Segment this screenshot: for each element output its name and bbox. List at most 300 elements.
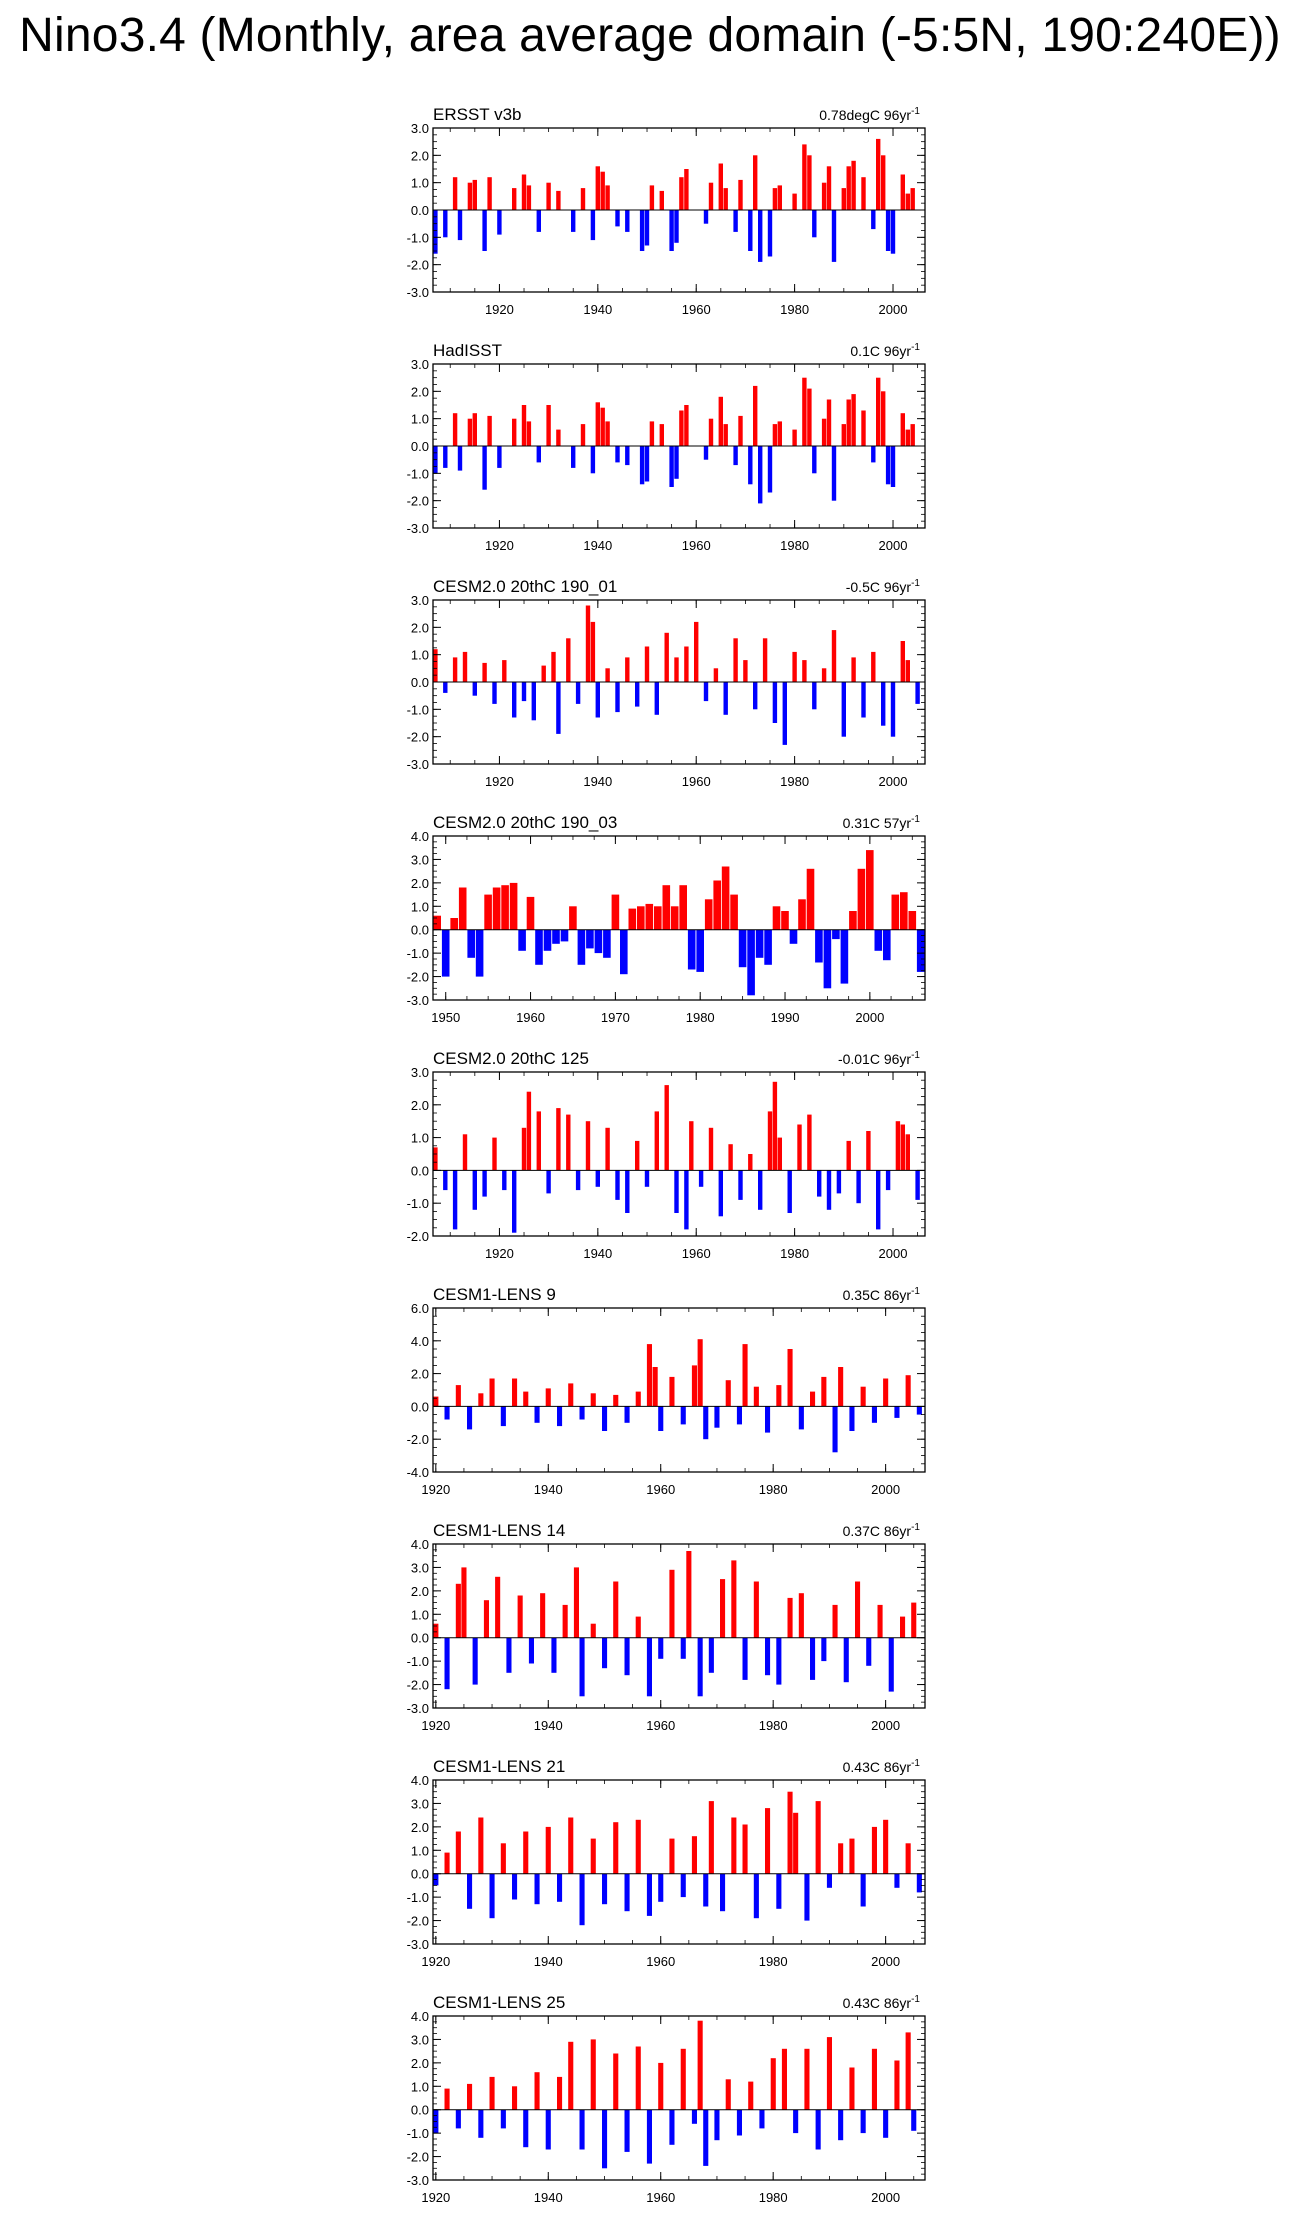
y-tick-label: 1.0 bbox=[410, 1607, 429, 1623]
data-bar bbox=[773, 424, 777, 446]
data-bar bbox=[709, 183, 713, 210]
data-bar bbox=[733, 638, 737, 682]
data-bar bbox=[669, 1570, 674, 1638]
data-bar bbox=[851, 161, 855, 210]
data-bar bbox=[894, 1874, 899, 1888]
data-bar bbox=[698, 1638, 703, 1697]
data-bar bbox=[788, 1170, 792, 1213]
panel-stat-label: -0.5C $96yr^{-1}$ bbox=[845, 578, 920, 595]
y-tick-label: -2.0 bbox=[406, 729, 429, 745]
chart-panel-9 bbox=[407, 1993, 925, 2205]
data-bar bbox=[467, 2084, 472, 2110]
panel-title: CESM1-LENS 25 bbox=[433, 1993, 566, 2012]
panel-stat-sup: -1 bbox=[911, 1994, 920, 2005]
data-bar bbox=[737, 1406, 742, 1424]
data-bar bbox=[512, 188, 516, 210]
data-bar bbox=[816, 1801, 821, 1874]
panel-stat-label: 0.35C $86yr^{-1}$ bbox=[842, 1286, 920, 1303]
data-bar bbox=[535, 930, 543, 965]
data-bar bbox=[886, 210, 890, 251]
data-bar bbox=[847, 166, 851, 210]
data-bar bbox=[552, 930, 560, 944]
data-bar bbox=[871, 652, 875, 682]
data-bar bbox=[783, 682, 787, 745]
data-bar bbox=[753, 155, 757, 210]
data-bar bbox=[571, 210, 575, 232]
data-bar bbox=[773, 682, 777, 723]
data-bar bbox=[692, 1836, 697, 1874]
data-bar bbox=[911, 2110, 916, 2131]
y-tick-label: 2.0 bbox=[410, 1583, 429, 1599]
data-bar bbox=[556, 682, 560, 734]
x-tick-label: 1920 bbox=[484, 774, 514, 789]
data-bar bbox=[881, 155, 885, 210]
data-bar bbox=[886, 1170, 890, 1190]
data-bar bbox=[591, 1839, 596, 1874]
data-bar bbox=[847, 400, 851, 447]
data-bar bbox=[906, 1843, 911, 1874]
data-bar bbox=[815, 930, 823, 963]
y-tick-label: -2.0 bbox=[406, 493, 429, 509]
y-tick-label: 3.0 bbox=[410, 593, 429, 608]
panel-stat-label: 0.43C $86yr^{-1}$ bbox=[842, 1758, 920, 1775]
panel-stat-label: 0.43C $86yr^{-1}$ bbox=[842, 1994, 920, 2011]
x-tick-label: 1940 bbox=[533, 1718, 563, 1733]
data-bar bbox=[915, 682, 919, 704]
data-bar bbox=[773, 1082, 777, 1171]
data-bar bbox=[591, 622, 595, 682]
data-bar bbox=[686, 1551, 691, 1638]
data-bar bbox=[810, 1392, 815, 1407]
y-tick-label: -2.0 bbox=[406, 1432, 429, 1448]
y-tick-label: 4.0 bbox=[410, 1773, 429, 1788]
data-bar bbox=[900, 1617, 905, 1638]
data-bar bbox=[506, 1638, 511, 1673]
x-tick-label: 1980 bbox=[780, 302, 810, 317]
panel-stat-label: 0.31C $57yr^{-1}$ bbox=[842, 814, 920, 831]
panel-title: CESM2.0 20thC 125 bbox=[433, 1049, 589, 1068]
data-bar bbox=[842, 424, 846, 446]
data-bar bbox=[817, 1170, 821, 1196]
data-bar bbox=[788, 1792, 793, 1874]
y-tick-label: 0.0 bbox=[410, 675, 429, 690]
data-bar bbox=[771, 2058, 776, 2110]
data-bar bbox=[433, 649, 437, 682]
data-bar bbox=[663, 885, 671, 930]
data-bar bbox=[605, 1128, 609, 1171]
x-tick-label: 1980 bbox=[758, 1954, 788, 1969]
data-bar bbox=[684, 169, 688, 210]
data-bar bbox=[911, 424, 915, 446]
y-tick-label: 3.0 bbox=[410, 852, 429, 868]
data-bar bbox=[694, 622, 698, 682]
data-bar bbox=[669, 1839, 674, 1874]
data-bar bbox=[518, 1596, 523, 1638]
data-bar bbox=[625, 657, 629, 682]
data-bar bbox=[754, 1387, 759, 1407]
data-bar bbox=[478, 2110, 483, 2138]
data-bar bbox=[797, 1125, 801, 1171]
data-bar bbox=[714, 668, 718, 682]
data-bar bbox=[896, 1121, 900, 1170]
data-bar bbox=[665, 633, 669, 682]
y-tick-label: -3.0 bbox=[406, 285, 429, 300]
data-bar bbox=[613, 1395, 618, 1407]
data-bar bbox=[468, 419, 472, 446]
data-bar bbox=[681, 2049, 686, 2110]
data-bar bbox=[458, 210, 462, 240]
x-tick-label: 1940 bbox=[533, 1954, 563, 1969]
data-bar bbox=[807, 869, 815, 930]
data-bar bbox=[669, 446, 673, 487]
data-bar bbox=[556, 1108, 560, 1170]
data-bar bbox=[647, 1638, 652, 1697]
x-tick-label: 1970 bbox=[600, 1010, 630, 1025]
y-tick-label: 4.0 bbox=[410, 829, 429, 844]
data-bar bbox=[792, 194, 796, 210]
data-bar bbox=[551, 1638, 556, 1673]
panel-title: HadISST bbox=[433, 341, 502, 360]
data-bar bbox=[497, 446, 501, 468]
data-bar bbox=[832, 446, 836, 501]
data-bar bbox=[502, 1170, 506, 1190]
data-bar bbox=[871, 446, 875, 462]
x-tick-label: 1940 bbox=[583, 1246, 613, 1261]
x-tick-label: 2000 bbox=[878, 538, 908, 553]
y-tick-label: 1.0 bbox=[410, 175, 429, 191]
data-bar bbox=[456, 1385, 461, 1406]
y-tick-label: -1.0 bbox=[406, 230, 429, 246]
data-bar bbox=[799, 1593, 804, 1638]
data-bar bbox=[738, 1170, 742, 1200]
data-bar bbox=[756, 930, 764, 958]
data-bar bbox=[463, 1134, 467, 1170]
data-bar bbox=[917, 1874, 922, 1893]
data-bar bbox=[731, 1818, 736, 1874]
panel-title: CESM1-LENS 14 bbox=[433, 1521, 566, 1540]
y-tick-label: 0.0 bbox=[410, 1399, 429, 1415]
data-bar bbox=[453, 413, 457, 446]
data-bar bbox=[591, 210, 595, 240]
data-bar bbox=[461, 1567, 466, 1637]
data-bar bbox=[747, 930, 755, 996]
x-tick-label: 1920 bbox=[421, 2190, 451, 2205]
data-bar bbox=[510, 883, 518, 930]
data-bar bbox=[653, 1367, 658, 1406]
data-bar bbox=[812, 446, 816, 473]
data-bar bbox=[838, 1367, 843, 1406]
x-tick-label: 1920 bbox=[484, 1246, 514, 1261]
y-tick-label: -3.0 bbox=[406, 1701, 429, 1716]
data-bar bbox=[892, 895, 900, 930]
data-bar bbox=[605, 185, 609, 210]
data-bar bbox=[822, 668, 826, 682]
y-tick-label: -2.0 bbox=[406, 1913, 429, 1929]
data-bar bbox=[482, 210, 486, 251]
data-bar bbox=[636, 1617, 641, 1638]
panel-title: CESM2.0 20thC 190_01 bbox=[433, 577, 618, 596]
data-bar bbox=[754, 1582, 759, 1638]
data-bar bbox=[849, 911, 857, 930]
data-bar bbox=[647, 1344, 652, 1406]
data-bar bbox=[671, 906, 679, 929]
y-tick-label: -3.0 bbox=[406, 993, 429, 1008]
chart-panel-4 bbox=[407, 813, 925, 1025]
data-bar bbox=[891, 210, 895, 254]
data-bar bbox=[696, 930, 704, 972]
data-bar bbox=[827, 1170, 831, 1209]
data-bar bbox=[709, 1128, 713, 1171]
y-tick-label: 2.0 bbox=[410, 384, 429, 400]
data-bar bbox=[692, 1365, 697, 1406]
y-tick-label: 0.0 bbox=[410, 1630, 429, 1646]
data-bar bbox=[658, 1638, 663, 1659]
data-bar bbox=[527, 421, 531, 446]
data-bar bbox=[804, 2049, 809, 2110]
data-bar bbox=[832, 630, 836, 682]
x-tick-label: 1960 bbox=[681, 774, 711, 789]
data-bar bbox=[861, 177, 865, 210]
data-bar bbox=[726, 1380, 731, 1406]
data-bar bbox=[763, 638, 767, 682]
data-bar bbox=[681, 1638, 686, 1659]
data-bar bbox=[650, 421, 654, 446]
x-tick-label: 2000 bbox=[878, 1246, 908, 1261]
data-bar bbox=[738, 180, 742, 210]
data-bar bbox=[456, 1584, 461, 1638]
data-bar bbox=[512, 682, 516, 718]
data-bar bbox=[684, 647, 688, 683]
panel-stat-sup: -1 bbox=[911, 1522, 920, 1533]
data-bar bbox=[568, 1383, 573, 1406]
data-bar bbox=[527, 1092, 531, 1171]
data-bar bbox=[445, 1853, 450, 1874]
data-bar bbox=[790, 930, 798, 944]
x-tick-label: 1980 bbox=[780, 774, 810, 789]
data-bar bbox=[891, 682, 895, 737]
data-bar bbox=[807, 389, 811, 446]
data-bar bbox=[580, 2110, 585, 2150]
data-bar bbox=[812, 682, 816, 709]
data-bar bbox=[665, 1085, 669, 1170]
data-bar bbox=[602, 1638, 607, 1669]
data-bar bbox=[566, 638, 570, 682]
data-bar bbox=[679, 177, 683, 210]
y-tick-label: 2.0 bbox=[410, 2055, 429, 2071]
data-bar bbox=[883, 930, 891, 961]
data-bar bbox=[571, 446, 575, 468]
data-bar bbox=[827, 2037, 832, 2110]
data-bar bbox=[692, 2110, 697, 2124]
y-tick-label: 3.0 bbox=[410, 1560, 429, 1576]
data-bar bbox=[478, 1818, 483, 1874]
data-bar bbox=[535, 2072, 540, 2110]
data-bar bbox=[793, 1813, 798, 1874]
data-bar bbox=[495, 1577, 500, 1638]
data-bar bbox=[894, 2061, 899, 2110]
plot-frame bbox=[433, 1544, 925, 1708]
data-bar bbox=[714, 1406, 719, 1427]
data-bar bbox=[501, 885, 509, 930]
data-bar bbox=[456, 2110, 461, 2129]
data-bar bbox=[689, 1121, 693, 1170]
data-bar bbox=[546, 1827, 551, 1874]
data-bar bbox=[804, 1874, 809, 1921]
data-bar bbox=[915, 1170, 919, 1200]
data-bar bbox=[620, 930, 628, 975]
data-bar bbox=[501, 1406, 506, 1426]
data-bar bbox=[866, 1131, 870, 1170]
y-tick-label: -2.0 bbox=[406, 2149, 429, 2165]
data-bar bbox=[568, 1818, 573, 1874]
data-bar bbox=[635, 1141, 639, 1171]
data-bar bbox=[709, 1801, 714, 1874]
x-tick-label: 1980 bbox=[758, 1482, 788, 1497]
data-bar bbox=[837, 1170, 841, 1193]
data-bar bbox=[891, 446, 895, 487]
panel-stat-label: 0.37C $86yr^{-1}$ bbox=[842, 1522, 920, 1539]
y-tick-label: -1.0 bbox=[406, 2126, 429, 2142]
data-bar bbox=[753, 682, 757, 709]
data-bar bbox=[493, 888, 501, 930]
data-bar bbox=[645, 1170, 649, 1186]
panel-stat-sup: -1 bbox=[911, 578, 920, 589]
y-tick-label: 1.0 bbox=[410, 411, 429, 427]
data-bar bbox=[861, 411, 865, 447]
data-bar bbox=[720, 1874, 725, 1912]
data-bar bbox=[591, 1624, 596, 1638]
data-bar bbox=[876, 139, 880, 210]
data-bar bbox=[658, 1874, 663, 1902]
data-bar bbox=[743, 1344, 748, 1406]
chart-panel-7 bbox=[407, 1521, 925, 1733]
x-tick-label: 1980 bbox=[758, 2190, 788, 2205]
data-bar bbox=[535, 1406, 540, 1422]
data-bar bbox=[602, 1406, 607, 1431]
data-bar bbox=[847, 1141, 851, 1171]
data-bar bbox=[778, 185, 782, 210]
x-tick-label: 1960 bbox=[516, 1010, 546, 1025]
data-bar bbox=[768, 446, 772, 493]
data-bar bbox=[901, 641, 905, 682]
data-bar bbox=[563, 1605, 568, 1638]
data-bar bbox=[484, 895, 492, 930]
data-bar bbox=[679, 885, 687, 930]
x-tick-label: 1960 bbox=[646, 2190, 676, 2205]
data-bar bbox=[596, 166, 600, 210]
data-bar bbox=[832, 930, 840, 939]
data-bar bbox=[601, 408, 605, 446]
data-bar bbox=[768, 210, 772, 257]
data-bar bbox=[596, 1170, 600, 1186]
data-bar bbox=[900, 892, 908, 930]
panel-stat-sup: -1 bbox=[911, 1286, 920, 1297]
data-bar bbox=[703, 1874, 708, 1907]
data-bar bbox=[743, 1825, 748, 1874]
y-tick-label: -4.0 bbox=[406, 1465, 429, 1480]
x-tick-label: 1960 bbox=[646, 1718, 676, 1733]
data-bar bbox=[684, 405, 688, 446]
data-bar bbox=[730, 895, 738, 930]
data-bar bbox=[776, 1874, 781, 1909]
x-tick-label: 1960 bbox=[646, 1482, 676, 1497]
data-bar bbox=[490, 1379, 495, 1407]
data-bar bbox=[463, 652, 467, 682]
panel-stat-sup: -1 bbox=[911, 1758, 920, 1769]
data-bar bbox=[827, 166, 831, 210]
data-bar bbox=[875, 930, 883, 951]
data-bar bbox=[674, 1170, 678, 1213]
data-bar bbox=[765, 1808, 770, 1874]
data-bar bbox=[748, 1154, 752, 1170]
chart-panel-2 bbox=[407, 341, 925, 553]
chart-panel-1 bbox=[407, 105, 925, 317]
y-tick-label: 0.0 bbox=[410, 1866, 429, 1882]
data-bar bbox=[615, 1170, 619, 1200]
data-bar bbox=[650, 185, 654, 210]
data-bar bbox=[799, 1406, 804, 1429]
data-bar bbox=[681, 1406, 686, 1424]
data-bar bbox=[546, 2110, 551, 2150]
data-bar bbox=[728, 1144, 732, 1170]
y-tick-label: -2.0 bbox=[406, 257, 429, 273]
data-bar bbox=[512, 2086, 517, 2109]
data-bar bbox=[467, 1874, 472, 1909]
data-bar bbox=[674, 657, 678, 682]
data-bar bbox=[535, 1874, 540, 1905]
data-bar bbox=[684, 1170, 688, 1229]
data-bar bbox=[537, 1111, 541, 1170]
y-tick-label: -2.0 bbox=[406, 1229, 429, 1244]
data-bar bbox=[523, 1392, 528, 1407]
data-bar bbox=[906, 1134, 910, 1170]
data-bar bbox=[821, 1377, 826, 1407]
x-tick-label: 1990 bbox=[770, 1010, 800, 1025]
data-bar bbox=[704, 446, 708, 460]
y-tick-label: -1.0 bbox=[406, 466, 429, 482]
panel-title: ERSST v3b bbox=[433, 105, 522, 124]
data-bar bbox=[445, 2089, 450, 2110]
data-bar bbox=[876, 1170, 880, 1229]
data-bar bbox=[512, 1379, 517, 1407]
data-bar bbox=[827, 400, 831, 447]
data-bar bbox=[625, 2110, 630, 2152]
data-bar bbox=[443, 1170, 447, 1190]
data-bar bbox=[625, 210, 629, 232]
data-bar bbox=[906, 2032, 911, 2109]
data-bar bbox=[876, 378, 880, 446]
data-bar bbox=[445, 1638, 450, 1690]
data-bar bbox=[640, 446, 644, 484]
data-bar bbox=[542, 666, 546, 682]
data-bar bbox=[851, 394, 855, 446]
x-tick-label: 1980 bbox=[780, 1246, 810, 1261]
x-tick-label: 2000 bbox=[871, 2190, 901, 2205]
data-bar bbox=[861, 1387, 866, 1407]
data-bar bbox=[453, 177, 457, 210]
y-tick-label: -3.0 bbox=[406, 757, 429, 772]
data-bar bbox=[561, 930, 569, 942]
data-bar bbox=[802, 144, 806, 210]
data-bar bbox=[833, 1605, 838, 1638]
data-bar bbox=[792, 430, 796, 446]
data-bar bbox=[669, 2110, 674, 2145]
data-bar bbox=[482, 446, 486, 490]
data-bar bbox=[546, 1170, 550, 1193]
panel-stat-label: 0.1C $96yr^{-1}$ bbox=[850, 342, 920, 359]
panel-title: CESM1-LENS 21 bbox=[433, 1757, 566, 1776]
x-tick-label: 2000 bbox=[855, 1010, 885, 1025]
